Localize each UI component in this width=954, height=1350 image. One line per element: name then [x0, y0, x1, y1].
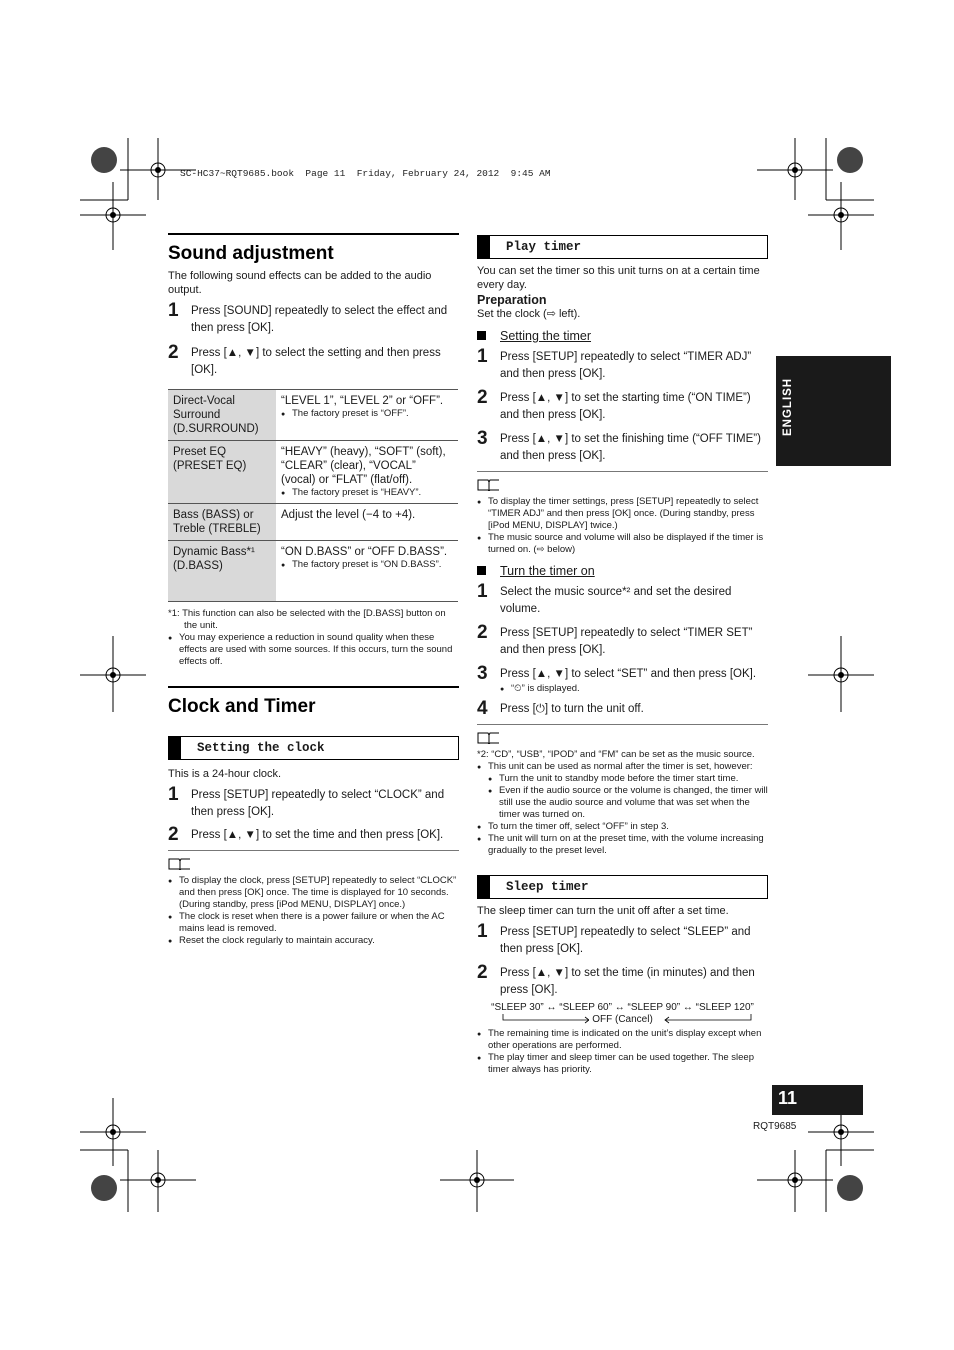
preparation-title: Preparation [477, 293, 547, 307]
sound-intro: The following sound effects can be added to the audio output. [168, 270, 432, 296]
timer-on-step-4: 4 Press [⏻] to turn the unit off. [477, 698, 644, 719]
clock-note: ● Reset the clock regularly to maintain accuracy. [168, 935, 459, 947]
page-number: 11 [772, 1085, 863, 1115]
timer-on-step-3: 3 Press [▲, ▼] to select “SET” and then press [OK]. ● “⏲” is displayed. [477, 666, 768, 695]
timer-on-subnote: ● Turn the unit to standby mode before the timer start time. [477, 773, 768, 785]
memo-icon [477, 478, 499, 491]
table-row: Dynamic Bass*¹ (D.BASS) “ON D.BASS” or “OFF D.BASS”. ● The factory preset is “ON D.BASS”. [168, 541, 458, 602]
clock-step-2: 2 Press [▲, ▼] to set the time and then press [OK]. [168, 824, 444, 845]
right-column [477, 235, 768, 1076]
left-column [168, 233, 459, 947]
timer-on-subnote: ● Even if the audio source or the volume is changed, the timer will still use the audio source and volume that was set when the timer was turned on. [477, 785, 768, 821]
sound-effects-table [168, 389, 458, 602]
sleep-timer-heading: Sleep timer [477, 875, 768, 899]
timer-footnote: *2: “CD”, “USB”, “IPOD” and “FM” can be set as the music source. [477, 749, 755, 760]
timer-note: ● To display the timer settings, press [SETUP] repeatedly to select “TIMER ADJ” and then press [OK] once. (During standby, press [iPod MENU, DISPLAY] twice.) [477, 496, 768, 532]
timer-step-3: 3 Press [▲, ▼] to set the finishing time (“OFF TIME”) and then press [OK]. [477, 428, 761, 462]
print-header: SC-HC37~RQT9685.book Page 11 Friday, February 24, 2012 9:45 AM [180, 168, 551, 179]
timer-on-step-1: 1 Select the music source*² and set the desired volume. [477, 581, 732, 615]
clock-step-1: 1 Press [SETUP] repeatedly to select “CLOCK” and then press [OK]. [168, 784, 445, 818]
timer-on-note: ● This unit can be used as normal after the timer is set, however: [477, 761, 768, 773]
timer-step-1: 1 Press [SETUP] repeatedly to select “TIMER ADJ” and then press [OK]. [477, 346, 752, 380]
memo-icon [477, 731, 499, 744]
timer-on-step-2: 2 Press [SETUP] repeatedly to select “TIMER SET” and then press [OK]. [477, 622, 753, 656]
table-row: Direct-Vocal Surround (D.SURROUND) “LEVEL 1”, “LEVEL 2” or “OFF”. ● The factory preset is “OFF”. [168, 390, 458, 441]
sound-footnote: *1: This function can also be selected with the [D.BASS] button on the unit. [168, 608, 446, 631]
timer-note: ● The music source and volume will also be displayed if the timer is turned on. (⇨ below) [477, 532, 768, 556]
sleep-intro: The sleep timer can turn the unit off after a set time. [477, 905, 729, 917]
sleep-step-1: 1 Press [SETUP] repeatedly to select “SLEEP” and then press [OK]. [477, 921, 751, 955]
sound-step-2: 2 Press [▲, ▼] to select the setting and then press [OK]. [168, 342, 441, 376]
timer-step-2: 2 Press [▲, ▼] to set the starting time (“ON TIME”) and then press [OK]. [477, 387, 751, 421]
table-row: Preset EQ (PRESET EQ) “HEAVY” (heavy), “SOFT” (soft), “CLEAR” (clear), “VOCAL” (vocal) or “FLAT” (flat/off). ● The factory preset is “HEAVY”. [168, 441, 458, 504]
table-row: Bass (BASS) or Treble (TREBLE) Adjust the level (−4 to +4). [168, 504, 458, 541]
sound-title: Sound adjustment [168, 233, 459, 265]
setting-timer-subhead: Setting the timer [477, 329, 768, 343]
preparation-text: Set the clock (⇨ left). [477, 308, 581, 320]
timer-on-note: ● The unit will turn on at the preset time, with the volume increasing gradually to the preset level. [477, 833, 768, 857]
clock-note: ● To display the clock, press [SETUP] repeatedly to select “CLOCK” and then press [OK] once. The time is displayed for 10 seconds. (During standby, press [iPod MENU, DISPLAY] once.) [168, 875, 459, 911]
sleep-note: ● The remaining time is indicated on the unit’s display except when other operations are performed. [477, 1028, 768, 1052]
clock-note: ● The clock is reset when there is a power failure or when the AC mains lead is removed. [168, 911, 459, 935]
doc-code: RQT9685 [753, 1121, 797, 1132]
play-intro: You can set the timer so this unit turns on at a certain time every day. [477, 265, 760, 291]
clock-intro: This is a 24-hour clock. [168, 768, 282, 780]
memo-icon [168, 857, 190, 870]
play-timer-heading: Play timer [477, 235, 768, 259]
language-tab: ENGLISH [776, 356, 891, 466]
turn-timer-on-subhead: Turn the timer on [477, 564, 768, 578]
sound-step-1: 1 Press [SOUND] repeatedly to select the effect and then press [OK]. [168, 300, 448, 334]
sound-note: ● You may experience a reduction in sound quality when these effects are used with some sources. If this occurs, turn the sound effects off. [168, 632, 459, 668]
step3-note: ● “⏲” is displayed. [500, 683, 768, 695]
sleep-cycle: “SLEEP 30” ↔ “SLEEP 60” ↔ “SLEEP 90” ↔ “SLEEP 120” OFF (Cancel) [477, 1002, 768, 1027]
sleep-note: ● The play timer and sleep timer can be used together. The sleep timer always has priority. [477, 1052, 768, 1076]
sleep-step-2: 2 Press [▲, ▼] to set the time (in minutes) and then press [OK]. [477, 962, 755, 996]
timer-on-note: ● To turn the timer off, select “OFF” in step 3. [477, 821, 768, 833]
clock-timer-title: Clock and Timer [168, 686, 459, 718]
setting-clock-heading: Setting the clock [168, 736, 459, 760]
